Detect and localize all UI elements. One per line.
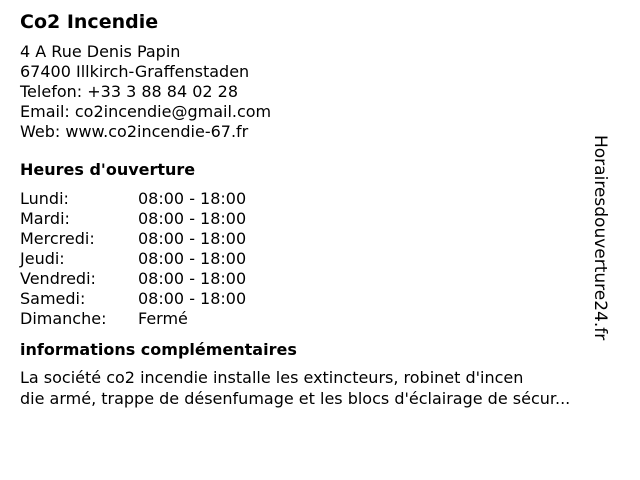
email-line: Email: co2incendie@gmail.com [20, 102, 272, 121]
hours-day: Lundi: [20, 189, 69, 208]
hours-row-jeudi [20, 249, 600, 269]
hours-time: 08:00 - 18:00 [138, 249, 247, 268]
hours-title: Heures d'ouverture [20, 160, 196, 179]
hours-time: Fermé [138, 309, 188, 328]
hours-time: 08:00 - 18:00 [138, 269, 247, 288]
hours-table [20, 189, 600, 329]
web-line: Web: www.co2incendie-67.fr [20, 122, 249, 141]
hours-day: Vendredi: [20, 269, 96, 288]
info-title: informations complémentaires [20, 340, 297, 359]
hours-day: Dimanche: [20, 309, 107, 328]
hours-day: Jeudi: [20, 249, 65, 268]
hours-row-dimanche [20, 309, 600, 329]
hours-row-samedi [20, 289, 600, 309]
hours-day: Mardi: [20, 209, 70, 228]
description-line: La société co2 incendie installe les extincteurs, robinet d'incen [20, 368, 524, 387]
hours-row-lundi [20, 189, 600, 209]
hours-time: 08:00 - 18:00 [138, 209, 247, 228]
description-line: die armé, trappe de désenfumage et les blocs d'éclairage de sécur... [20, 389, 571, 408]
description [20, 367, 600, 409]
hours-day: Samedi: [20, 289, 86, 308]
hours-time: 08:00 - 18:00 [138, 229, 247, 248]
address-city: 67400 Illkirch-Graffenstaden [20, 62, 250, 81]
site-watermark: Horairesdouverture24.fr [590, 135, 610, 341]
hours-time: 08:00 - 18:00 [138, 289, 247, 308]
address-street: 4 A Rue Denis Papin [20, 42, 181, 61]
hours-day: Mercredi: [20, 229, 95, 248]
contact-block [20, 42, 600, 142]
phone-line: Telefon: +33 3 88 84 02 28 [20, 82, 239, 101]
business-name: Co2 Incendie [20, 11, 159, 33]
hours-row-mardi [20, 209, 600, 229]
hours-time: 08:00 - 18:00 [138, 189, 247, 208]
hours-row-mercredi [20, 229, 600, 249]
business-card [20, 10, 600, 409]
hours-row-vendredi [20, 269, 600, 289]
